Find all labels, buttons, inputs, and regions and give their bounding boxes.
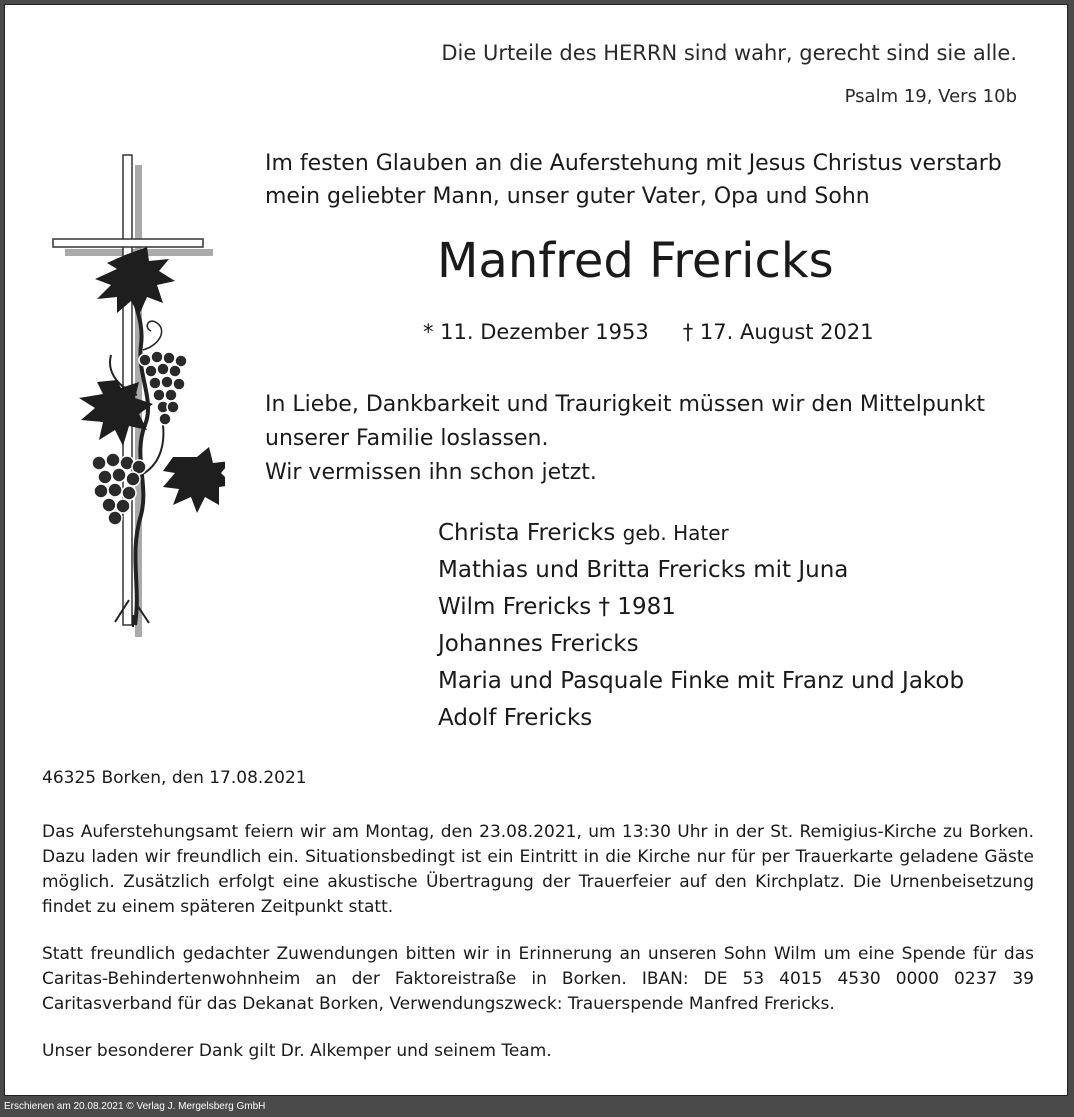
message-line-3: Wir vermissen ihn schon jetzt. — [265, 460, 597, 485]
family-member-name: Johannes Frericks — [438, 631, 639, 657]
place-and-date: 46325 Borken, den 17.08.2021 — [42, 768, 307, 788]
deceased-name: Manfred Frericks — [437, 233, 834, 289]
family-list — [438, 515, 964, 737]
bible-verse-reference: Psalm 19, Vers 10b — [844, 86, 1017, 107]
bible-verse: Die Urteile des HERRN sind wahr, gerecht sind sie alle. — [441, 41, 1017, 65]
family-member-name: Adolf Frericks — [438, 705, 593, 731]
family-member — [438, 700, 964, 737]
donation-paragraph: Statt freundlich gedachter Zuwendungen bitten wir in Erinnerung an unseren Sohn Wilm um eine Spende für das Caritas-Behindertenwohnheim an der Faktoreistraße in Borken. IBAN: DE 53 4015 4530 0000 0237 39 Caritasverband für das Dekanat Borken, Verwendungszweck: Trauerspende Manfred Frericks. — [42, 944, 1034, 1014]
publication-footer: Erschienen am 20.08.2021 © Verlag J. Mergelsberg GmbH — [0, 1097, 1074, 1117]
cross-with-vine-illustration — [45, 145, 225, 645]
intro-text — [265, 147, 1002, 213]
service-paragraph: Das Auferstehungsamt feiern wir am Montag, den 23.08.2021, um 13:30 Uhr in der St. Remigius-Kirche zu Borken. Dazu laden wir freundlich ein. Situationsbedingt ist ein Eintritt in die Kirche nur für per Trauerkarte geladene Gäste möglich. Zusätzlich erfolgt eine akustische Übertragung der Trauerfeier auf den Kirchplatz. Die Urnenbeisetzung findet zu einem späteren Zeitpunkt statt. — [42, 822, 1034, 917]
family-member-name: Christa Frericks — [438, 520, 616, 546]
death-date: † 17. August 2021 — [682, 320, 874, 344]
family-member-name: Wilm Frericks † 1981 — [438, 594, 676, 620]
family-member — [438, 663, 964, 700]
message-line-1: In Liebe, Dankbarkeit und Traurigkeit müssen wir den Mittelpunkt — [265, 392, 986, 417]
family-member-name: Maria und Pasquale Finke mit Franz und Jakob — [438, 668, 965, 694]
family-member — [438, 626, 964, 663]
life-dates — [423, 320, 874, 344]
family-member-suffix: geb. Hater — [622, 521, 729, 545]
message-line-2: unserer Familie loslassen. — [265, 426, 549, 451]
family-member — [438, 515, 964, 552]
intro-line-2: mein geliebter Mann, unser guter Vater, Opa und Sohn — [265, 184, 870, 209]
obituary-card — [4, 4, 1068, 1096]
family-member — [438, 552, 964, 589]
family-member — [438, 589, 964, 626]
intro-line-1: Im festen Glauben an die Auferstehung mit Jesus Christus verstarb — [265, 151, 1002, 176]
thanks-paragraph: Unser besonderer Dank gilt Dr. Alkemper und seinem Team. — [42, 1041, 552, 1061]
family-member-name: Mathias und Britta Frericks mit Juna — [438, 557, 849, 583]
birth-date: * 11. Dezember 1953 — [423, 320, 649, 344]
farewell-message — [265, 388, 985, 490]
